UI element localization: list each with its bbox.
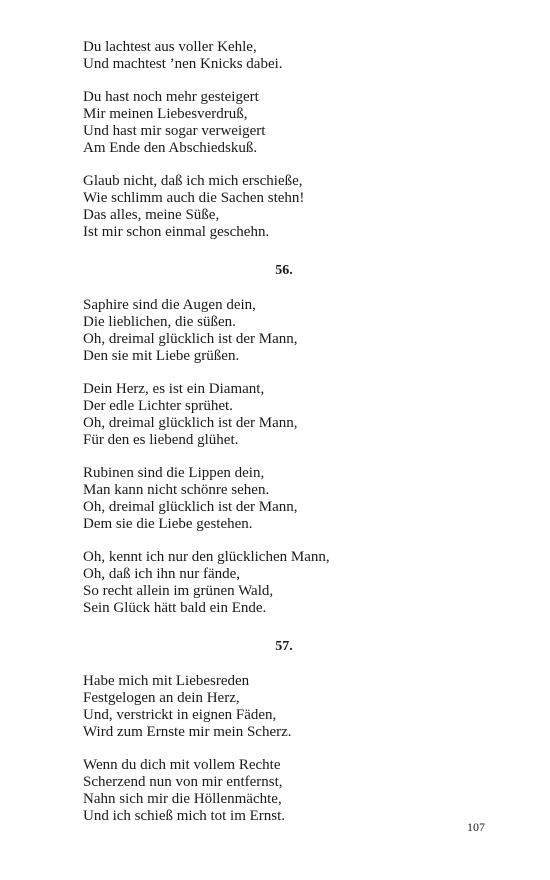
poem-number-57: 57. bbox=[275, 638, 293, 654]
page-body bbox=[83, 39, 485, 824]
poem-55-ending bbox=[83, 39, 485, 241]
verse-line: Am Ende den Abschiedskuß. bbox=[83, 139, 258, 156]
verse-line: Das alles, meine Süße, bbox=[83, 206, 220, 223]
verse-line: Ist mir schon einmal geschehn. bbox=[83, 223, 270, 240]
verse-line: Und hast mir sogar verweigert bbox=[83, 122, 266, 139]
verse-line: Der edle Lichter sprühet. bbox=[83, 398, 233, 415]
verse-line: Du hast noch mehr gesteigert bbox=[83, 89, 259, 106]
verse-line: Scherzend nun von mir entfernst, bbox=[83, 774, 283, 791]
poem-56 bbox=[83, 297, 485, 616]
verse-line: Rubinen sind die Lippen dein, bbox=[83, 465, 265, 482]
verse-line: Dem sie die Liebe gestehen. bbox=[83, 515, 253, 532]
verse-line: Für den es liebend glühet. bbox=[83, 431, 239, 448]
verse-line: Oh, dreimal glücklich ist der Mann, bbox=[83, 414, 298, 431]
verse-line: Sein Glück hätt bald ein Ende. bbox=[83, 599, 267, 616]
verse-line: Saphire sind die Augen dein, bbox=[83, 297, 256, 314]
verse-line: Und machtest ’nen Knicks dabei. bbox=[83, 55, 283, 72]
verse-line: Dein Herz, es ist ein Diamant, bbox=[83, 381, 265, 398]
poem-number-56: 56. bbox=[275, 262, 293, 278]
verse-line: Nahn sich mir die Höllenmächte, bbox=[83, 790, 282, 807]
poem-57 bbox=[83, 673, 485, 824]
stanza bbox=[83, 297, 485, 364]
verse-line: Man kann nicht schönre sehen. bbox=[83, 482, 270, 499]
stanza bbox=[83, 673, 485, 740]
verse-line: Und, verstrickt in eignen Fäden, bbox=[83, 706, 277, 723]
verse-line: Du lachtest aus voller Kehle, bbox=[83, 39, 257, 55]
stanza bbox=[83, 39, 485, 73]
verse-line: Oh, dreimal glücklich ist der Mann, bbox=[83, 498, 298, 515]
verse-line: Und ich schieß mich tot im Ernst. bbox=[83, 807, 286, 824]
verse-line: Die lieblichen, die süßen. bbox=[83, 314, 236, 331]
verse-line: Oh, daß ich ihn nur fände, bbox=[83, 566, 241, 583]
verse-line: Oh, kennt ich nur den glücklichen Mann, bbox=[83, 549, 330, 566]
verse-line: Glaub nicht, daß ich mich erschieße, bbox=[83, 173, 303, 190]
stanza bbox=[83, 173, 485, 240]
stanza bbox=[83, 89, 485, 156]
stanza bbox=[83, 465, 485, 532]
page-number: 107 bbox=[467, 820, 485, 834]
stanza bbox=[83, 549, 485, 616]
verse-line: Oh, dreimal glücklich ist der Mann, bbox=[83, 330, 298, 347]
stanza bbox=[83, 381, 485, 448]
stanza bbox=[83, 757, 485, 824]
verse-line: Wenn du dich mit vollem Rechte bbox=[83, 757, 281, 774]
verse-line: Mir meinen Liebesverdruß, bbox=[83, 106, 248, 123]
verse-line: Wird zum Ernste mir mein Scherz. bbox=[83, 723, 292, 740]
verse-line: So recht allein im grünen Wald, bbox=[83, 582, 274, 599]
verse-line: Festgelogen an dein Herz, bbox=[83, 690, 240, 707]
verse-line: Habe mich mit Liebesreden bbox=[83, 673, 250, 690]
verse-line: Wie schlimm auch die Sachen stehn! bbox=[83, 190, 305, 207]
verse-line: Den sie mit Liebe grüßen. bbox=[83, 347, 240, 364]
